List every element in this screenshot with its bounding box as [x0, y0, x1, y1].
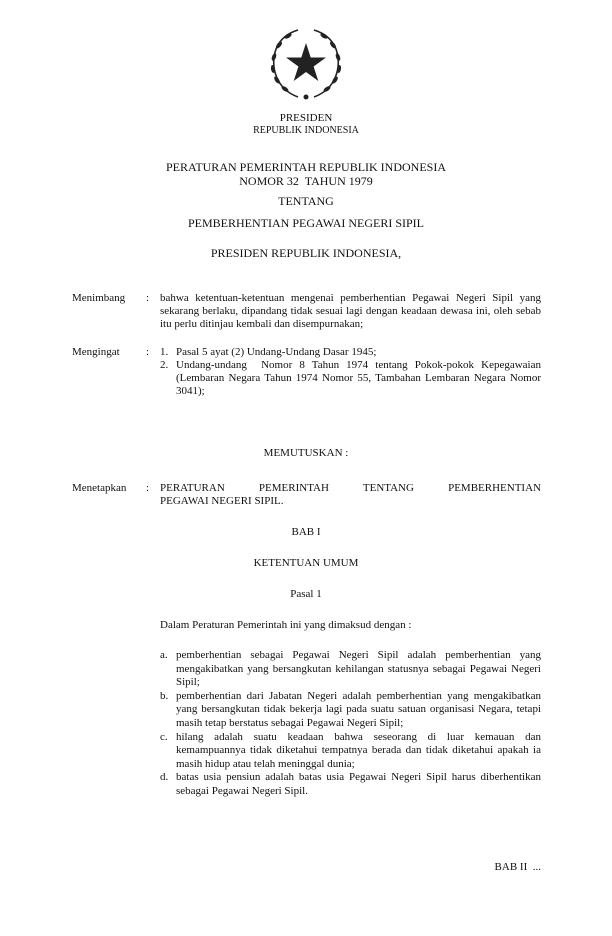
menetapkan-label: Menetapkan: [72, 482, 127, 494]
colon: :: [146, 346, 150, 358]
list-item: 2. Undang-undang Nomor 8 Tahun 1974 tentang Pokok-pokok Kepegawaian (Lembaran Negara Tahun 1974 Nomor 55, Tambahan Lembaran Negara Nomor 3041);: [160, 359, 544, 397]
tentang-heading: TENTANG: [278, 194, 334, 208]
list-item: d. batas usia pensiun adalah batas usia Pegawai Negeri Sipil harus diberhentikan sebagai Pegawai Negeri Sipil.: [160, 771, 541, 797]
menetapkan-text: PERATURAN PEMERINTAH TENTANG PEMBERHENTIAN: [160, 482, 541, 494]
issuer-heading: PRESIDEN REPUBLIK INDONESIA,: [210, 246, 402, 260]
header-president: PRESIDEN: [279, 112, 333, 124]
header-republic: REPUBLIK INDONESIA: [253, 125, 359, 136]
list-item: b. pemberhentian dari Jabatan Negeri adalah pemberhentian yang mengakibatkan yang bersangkutan tidak bekerja lagi pada suatu satuan organisasi Negara, tetapi masih tetap berstatus sebagai Pegawai Negeri Sipil;: [160, 689, 541, 729]
list-item: 1. Pasal 5 ayat (2) Undang-Undang Dasar 1945;: [160, 346, 377, 358]
menimbang-label: Menimbang: [72, 292, 126, 304]
colon: :: [146, 292, 150, 304]
regulation-title: PERATURAN PEMERINTAH REPUBLIK INDONESIA: [165, 160, 447, 174]
colon: :: [146, 482, 150, 494]
definitions-list: [160, 649, 541, 799]
menetapkan-text: PEGAWAI NEGERI SIPIL.: [160, 495, 284, 507]
mengingat-label: Mengingat: [72, 346, 120, 358]
regulation-subject: PEMBERHENTIAN PEGAWAI NEGERI SIPIL: [187, 216, 425, 230]
page-continuation: BAB II ...: [494, 861, 541, 873]
regulation-number: NOMOR 32 TAHUN 1979: [239, 174, 373, 188]
chapter-title: KETENTUAN UMUM: [253, 557, 359, 569]
menimbang-text: bahwa ketentuan-ketentuan mengenai pemberhentian Pegawai Negeri Sipil yang sekarang berlaku, dipandang tidak sesuai lagi dengan keadaan dewasa ini, oleh sebab itu perlu ditinjau kembali dan disempurnakan;: [160, 292, 541, 330]
article-heading: Pasal 1: [290, 588, 322, 600]
memutuskan-heading: MEMUTUSKAN :: [263, 447, 349, 459]
chapter-heading: BAB I: [291, 526, 321, 538]
list-item: a. pemberhentian sebagai Pegawai Negeri Sipil adalah pemberhentian yang mengakibatkan yang bersangkutan kehilangan statusnya sebagai Pegawai Negeri Sipil;: [160, 649, 541, 689]
star-wreath-emblem-icon: [268, 27, 344, 103]
definitions-intro: Dalam Peraturan Pemerintah ini yang dimaksud dengan :: [160, 619, 412, 631]
list-item: c. hilang adalah suatu keadaan bahwa seseorang di luar kemauan dan kemampuannya tidak diketahui tempatnya berada dan tidak diketahui apakah ia masih hidup atau telah meninggal dunia;: [160, 730, 541, 770]
